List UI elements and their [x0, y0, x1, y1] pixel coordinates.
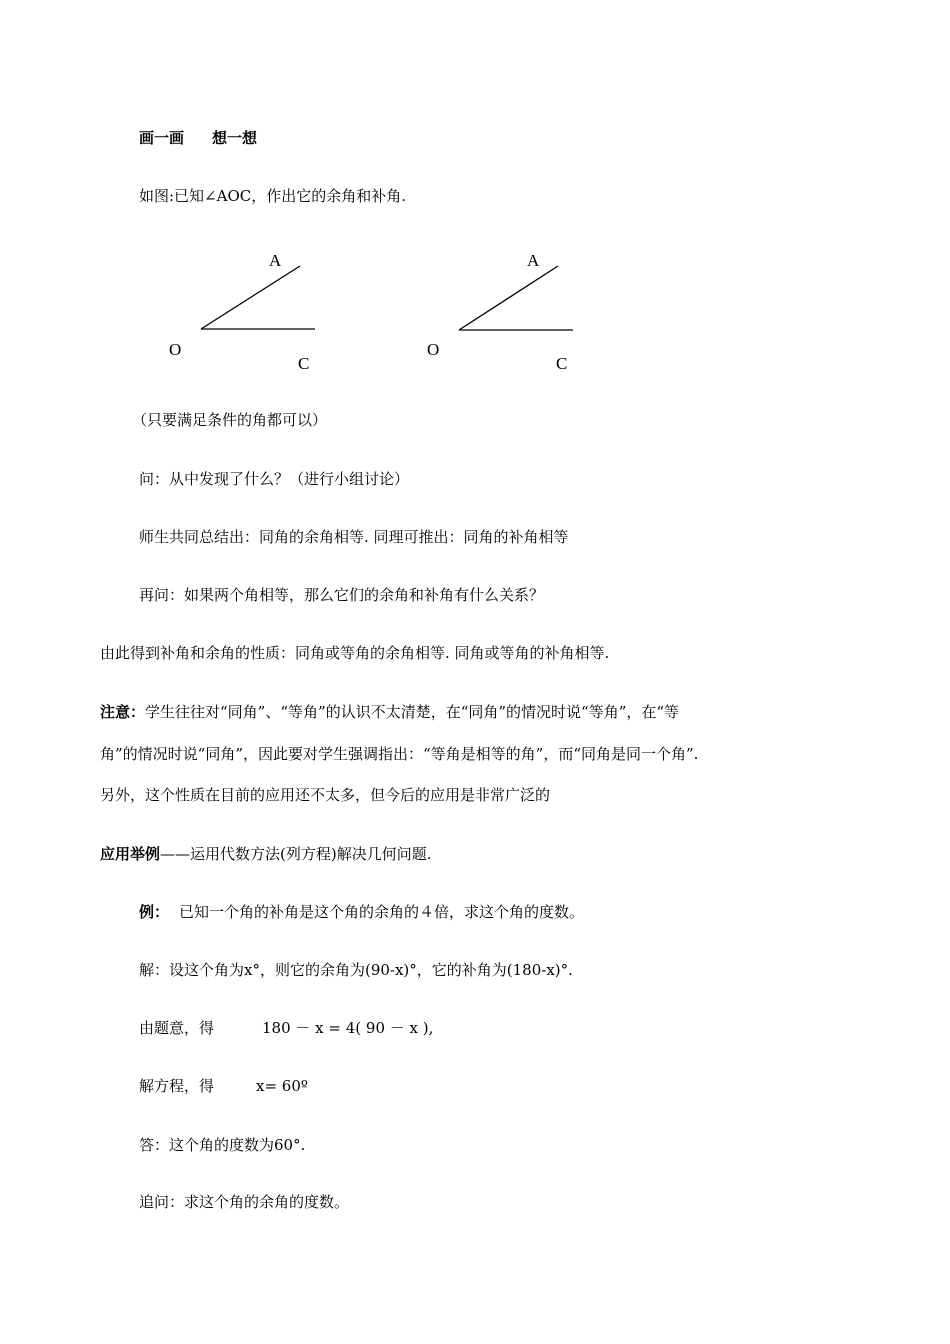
heading [139, 128, 257, 148]
answer-line: 答：这个角的度数为60°. [139, 1136, 306, 1154]
attention-label: 注意： [100, 703, 146, 721]
note-any-angle: （只要满足条件的角都可以） [132, 411, 328, 429]
angle-diagram-right [418, 245, 598, 380]
question-1: 问：从中发现了什么？（进行小组讨论） [139, 470, 410, 488]
example-text: 已知一个角的补角是这个角的余角的４倍，求这个角的度数。 [179, 903, 585, 921]
attention-text-1: 学生往往对“同角”、“等角”的认识不太清楚，在“同角”的情况时说“等角”，在“等 [145, 703, 680, 721]
label-a: A [269, 251, 282, 270]
example-line [139, 902, 584, 922]
follow-up-question: 追问：求这个角的余角的度数。 [139, 1193, 350, 1211]
application-label: 应用举例 [100, 845, 161, 863]
equation-label: 由题意，得 [139, 1019, 215, 1037]
question-2: 再问：如果两个角相等，那么它们的余角和补角有什么关系？ [139, 586, 545, 604]
application-text: ——运用代数方法(列方程)解决几何问题. [160, 845, 432, 863]
heading-part1: 画一画 [139, 129, 185, 147]
label-c: C [298, 354, 310, 373]
property-statement: 由此得到补角和余角的性质：同角或等角的余角相等. 同角或等角的补角相等. [100, 644, 610, 662]
application-heading [100, 844, 432, 864]
equation: 180 － x = 4( 90 － x ), [262, 1019, 434, 1037]
attention-line-2: 角”的情况时说“同角”，因此要对学生强调指出：“等角是相等的角”，而“同角是同一个角”. [100, 745, 699, 763]
label-c: C [556, 354, 568, 373]
example-label: 例： [139, 903, 170, 921]
solve-line [139, 1076, 308, 1096]
ray-oa [201, 266, 300, 329]
attention-line-3: 另外，这个性质在目前的应用还不太多，但今后的应用是非常广泛的 [100, 786, 551, 804]
label-a: A [527, 251, 540, 270]
equation-line [139, 1018, 433, 1038]
intro-text: 如图:已知∠AOC，作出它的余角和补角. [139, 187, 406, 205]
attention-line-1 [100, 702, 679, 722]
solve-label: 解方程，得 [139, 1077, 215, 1095]
solve-result: x= 60º [256, 1077, 308, 1095]
label-o: O [169, 340, 182, 359]
solution-setup: 解：设这个角为x°，则它的余角为(90-x)°，它的补角为(180-x)°. [139, 961, 573, 979]
label-o: O [427, 340, 440, 359]
heading-part2: 想一想 [212, 129, 258, 147]
angle-diagram-left [160, 245, 340, 380]
summary-text: 师生共同总结出：同角的余角相等. 同理可推出：同角的补角相等 [139, 528, 569, 546]
ray-oa [459, 266, 558, 330]
